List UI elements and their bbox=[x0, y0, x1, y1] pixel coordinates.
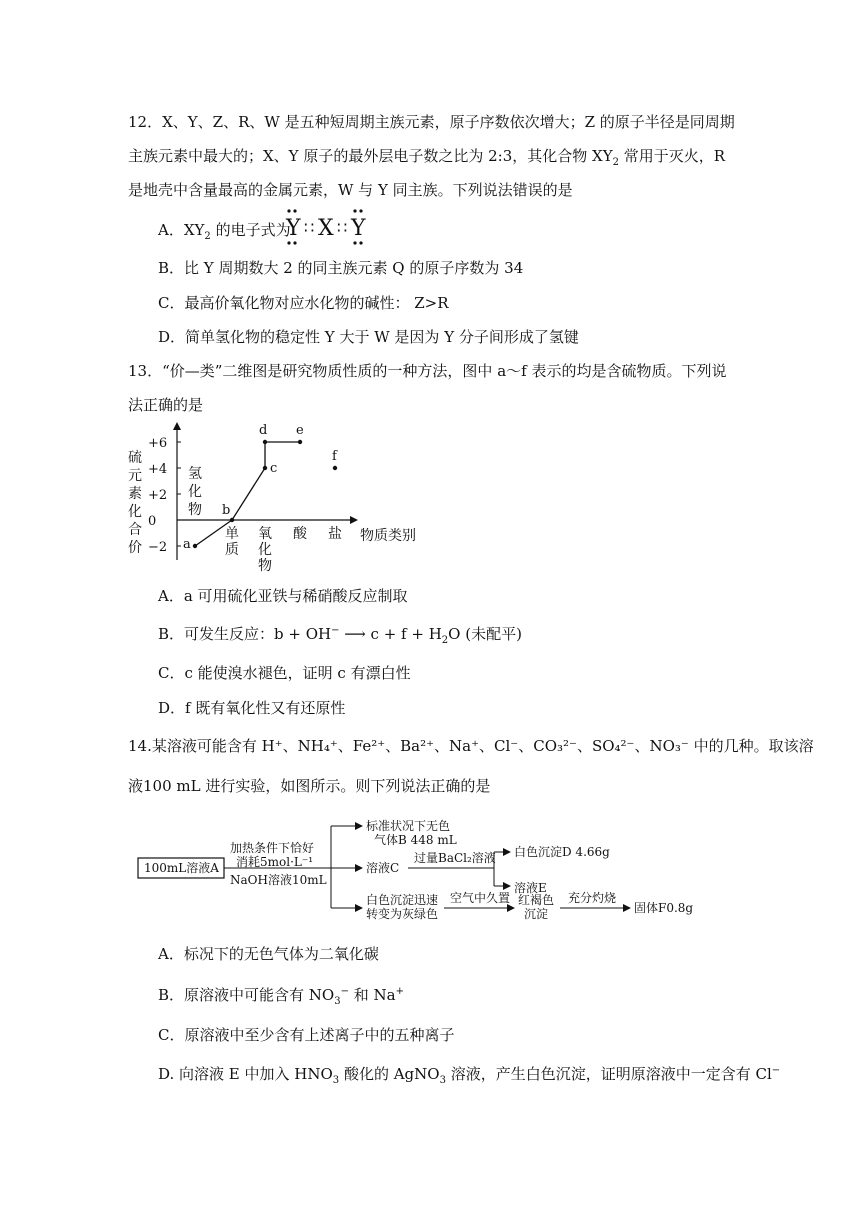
point-label-e: e bbox=[296, 423, 304, 438]
point-label-c: c bbox=[270, 461, 278, 476]
y-tick-label: +4 bbox=[148, 462, 168, 477]
y-ticks bbox=[148, 436, 181, 555]
burn: 充分灼烧 bbox=[568, 891, 617, 905]
q13-option-b: B．可发生反应：b + OH− ⟶ $c + f + H_2O$ (未配平) bbox=[158, 625, 522, 646]
formula-y-left: Y bbox=[286, 216, 301, 241]
category-label-char: 氧 bbox=[258, 526, 272, 542]
x-axis-arrow bbox=[350, 516, 358, 524]
cond2: 消耗5mol·L⁻¹ bbox=[236, 855, 314, 869]
electron-formula bbox=[284, 208, 374, 250]
red2: 沉淀 bbox=[524, 907, 549, 921]
y-tick-label: 0 bbox=[148, 514, 157, 529]
q13-stem-line1: 13．“价—类”二维图是研究物质性质的一种方法，图中 a～f 表示的均是含硫物质。下列说 bbox=[128, 362, 727, 380]
ppt2: 转变为灰绿色 bbox=[366, 907, 439, 921]
category-label-char: 酸 bbox=[293, 526, 307, 542]
solc: 溶液C bbox=[366, 861, 400, 875]
q14-option-d: D. 向溶液 E 中加入 $HNO_3$ 酸化的 AgNO$_3$ 溶液，产生白色沉淀，证明原溶液中一定含有 Cl− bbox=[158, 1065, 781, 1086]
q14-stem-line2: 液100 mL 进行实验，如图所示。则下列说法正确的是 bbox=[128, 777, 491, 795]
point-b bbox=[230, 518, 234, 522]
y-label-char: 元 bbox=[128, 468, 142, 484]
cond3: NaOH溶液10mL bbox=[230, 873, 327, 887]
y-label-char: 硫 bbox=[128, 450, 142, 466]
q12-option-a: A．$XY_2$ 的电子式为 bbox=[158, 221, 291, 242]
q12-option-c: C．最高价氧化物对应水化物的碱性： Z>R bbox=[158, 294, 449, 312]
q13-option-d: D．f 既有氧化性又有还原性 bbox=[158, 699, 346, 717]
y-label-char: 价 bbox=[128, 540, 142, 556]
category-label-char: 盐 bbox=[328, 526, 342, 542]
q13-option-a: A．a 可用硫化亚铁与稀硝酸反应制取 bbox=[158, 587, 408, 605]
q13-stem-line2: 法正确的是 bbox=[128, 396, 204, 414]
line-b-c bbox=[232, 468, 265, 520]
category-label-char: 化 bbox=[188, 484, 202, 500]
start-label: 100mL溶液A bbox=[144, 861, 219, 875]
point-c bbox=[263, 466, 267, 470]
sole: 溶液E bbox=[514, 881, 547, 895]
category-label-char: 单 bbox=[225, 526, 239, 542]
q12-stem-line1: 12．X、Y、Z、R、W 是五种短周期主族元素，原子序数依次增大；Z 的原子半径是同周期 bbox=[128, 113, 735, 131]
point-f bbox=[333, 466, 337, 470]
q12-stem-line2: 主族元素中最大的；X、Y 原子的最外层电子数之比为 2:3，其化合物 $XY_2$ 常用于灭火，R bbox=[128, 147, 726, 168]
point-e bbox=[298, 440, 302, 444]
y-label-char: 化 bbox=[128, 504, 142, 520]
y-tick-label: +2 bbox=[148, 488, 168, 503]
point-a bbox=[193, 544, 197, 548]
cond1: 加热条件下恰好 bbox=[230, 841, 315, 855]
point-label-f: f bbox=[332, 449, 337, 464]
gas1: 标准状况下无色 bbox=[366, 819, 451, 833]
y-tick-label: +6 bbox=[148, 436, 168, 451]
y-axis-label bbox=[128, 450, 142, 556]
solidf: 固体F0.8g bbox=[634, 901, 694, 915]
ppd: 白色沉淀D 4.66g bbox=[514, 845, 610, 859]
category-label-char: 化 bbox=[258, 542, 272, 558]
formula-bond-right: ∷ bbox=[337, 218, 348, 237]
q14-option-c: C．原溶液中至少含有上述离子中的五种离子 bbox=[158, 1026, 455, 1044]
y-label-char: 合 bbox=[128, 522, 142, 538]
valence-class-chart bbox=[120, 420, 450, 584]
formula-y-right: Y bbox=[351, 216, 366, 241]
q14-option-b: B．原溶液中可能含有 $NO_3^-$ 和 Na+ bbox=[158, 986, 404, 1007]
q13-option-c: C．c 能使溴水褪色，证明 c 有漂白性 bbox=[158, 664, 411, 682]
gas2: 气体B 448 mL bbox=[374, 833, 457, 847]
q12-option-b: B．比 Y 周期数大 2 的同主族元素 Q 的原子序数为 34 bbox=[158, 259, 524, 277]
x-axis-label: 物质类别 bbox=[360, 528, 416, 544]
point-d bbox=[263, 440, 267, 444]
formula-bond-left: ∷ bbox=[304, 218, 315, 237]
category-label-char: 质 bbox=[225, 542, 239, 558]
point-label-d: d bbox=[259, 423, 268, 438]
y-label-char: 素 bbox=[128, 486, 142, 502]
q14-option-a: A．标况下的无色气体为二氧化碳 bbox=[158, 945, 379, 963]
red1: 红褐色 bbox=[518, 893, 555, 907]
experiment-flowchart bbox=[136, 818, 716, 932]
q12-stem-line3: 是地壳中含量最高的金属元素，W 与 Y 同主族。下列说法错误的是 bbox=[128, 181, 573, 199]
bacl2: 过量BaCl₂溶液 bbox=[414, 851, 496, 865]
q12-option-d: D．简单氢化物的稳定性 Y 大于 W 是因为 Y 分子间形成了氢键 bbox=[158, 328, 579, 346]
point-label-b: b bbox=[222, 503, 231, 518]
category-label-char: 氢 bbox=[188, 466, 202, 482]
ppt1: 白色沉淀迅速 bbox=[366, 893, 439, 907]
y-axis-arrow bbox=[173, 422, 181, 430]
y-tick-label: −2 bbox=[148, 540, 168, 555]
air: 空气中久置 bbox=[450, 891, 511, 905]
point-label-a: a bbox=[183, 537, 191, 552]
category-label-char: 物 bbox=[188, 502, 202, 518]
q14-stem-line1: 14.某溶液可能含有 H⁺、NH₄⁺、Fe²⁺、Ba²⁺、Na⁺、Cl⁻、CO₃²⁻、SO₄²⁻、NO₃⁻ 中的几种。取该溶 bbox=[128, 737, 814, 755]
formula-x: X bbox=[318, 216, 334, 241]
category-label-char: 物 bbox=[258, 558, 272, 574]
